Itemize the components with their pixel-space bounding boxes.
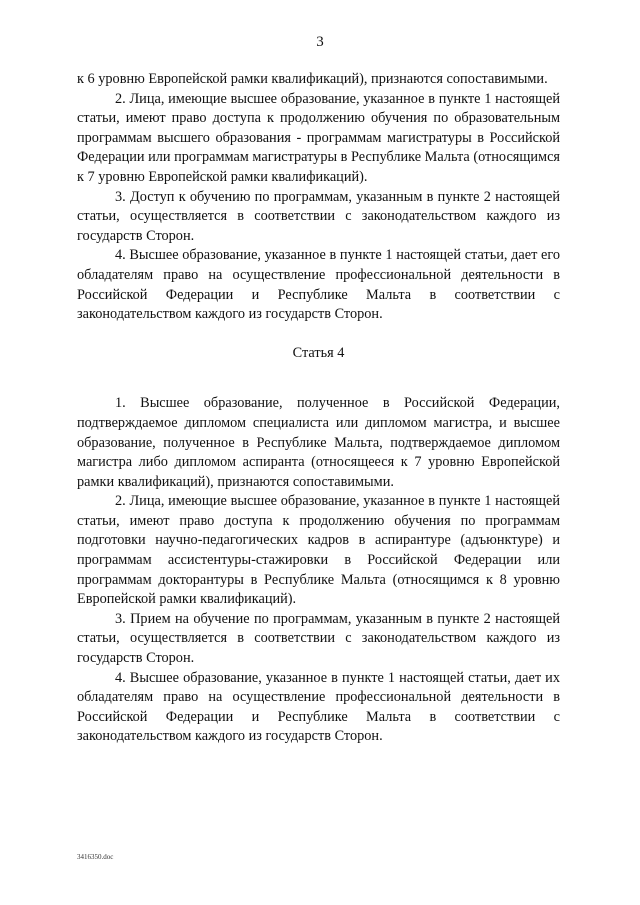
page-number: 3 xyxy=(316,34,324,50)
article-4-paragraph-2: 2. Лица, имеющие высшее образование, указанное в пункте 1 настоящей статьи, имеют право доступа к продолжению обучения по программам подготовки научно-педагогических кадров в аспирантуре (адъюнктуре) и программам ассистентуры-стажировки в Российской Федерации или программам докторантуры в Республике Мальта (относящимся к 8 уровню Европейской рамки квалификаций). xyxy=(77,493,560,608)
document-body xyxy=(77,70,560,747)
paragraph-2: 2. Лица, имеющие высшее образование, указанное в пункте 1 настоящей статьи, имеют право доступа к продолжению обучения по образовательным программам высшего образования - программам магистратуры в Российской Федерации или программам магистратуры в Республике Мальта (относящимся к 7 уровню Европейской рамки квалификаций). xyxy=(77,90,560,185)
article-4-paragraph-4: 4. Высшее образование, указанное в пункте 1 настоящей статьи, дает их обладателям право на осуществление профессиональной деятельности в Российской Федерации и Республике Мальта в соответствии с законодательством каждого из государств Сторон. xyxy=(77,669,560,745)
paragraph-3: 3. Доступ к обучению по программам, указанным в пункте 2 настоящей статьи, осуществляется в соответствии с законодательством каждого из государств Сторон. xyxy=(77,188,560,244)
article-4-paragraph-1: 1. Высшее образование, полученное в Российской Федерации, подтверждаемое дипломом специалиста или дипломом магистра, и высшее образование, полученное в Республике Мальта, подтверждаемое дипломом магистра либо дипломом аспиранта (относящееся к 7 уровню Европейской рамки квалификаций), признаются сопоставимыми. xyxy=(77,395,560,490)
article-4-heading: Статья 4 xyxy=(292,344,345,361)
footer-filename: 3416350.doc xyxy=(77,853,114,861)
paragraph-4: 4. Высшее образование, указанное в пункте 1 настоящей статьи, дает его обладателям право на осуществление профессиональной деятельности в Российской Федерации и Республике Мальта в соответствии с законодательством каждого из государств Сторон. xyxy=(77,247,560,323)
continuation-paragraph: к 6 уровню Европейской рамки квалификаций), признаются сопоставимыми. xyxy=(77,71,548,87)
article-4-paragraph-3: 3. Прием на обучение по программам, указанным в пункте 2 настоящей статьи, осуществляется в соответствии с законодательством каждого из государств Сторон. xyxy=(77,610,560,667)
